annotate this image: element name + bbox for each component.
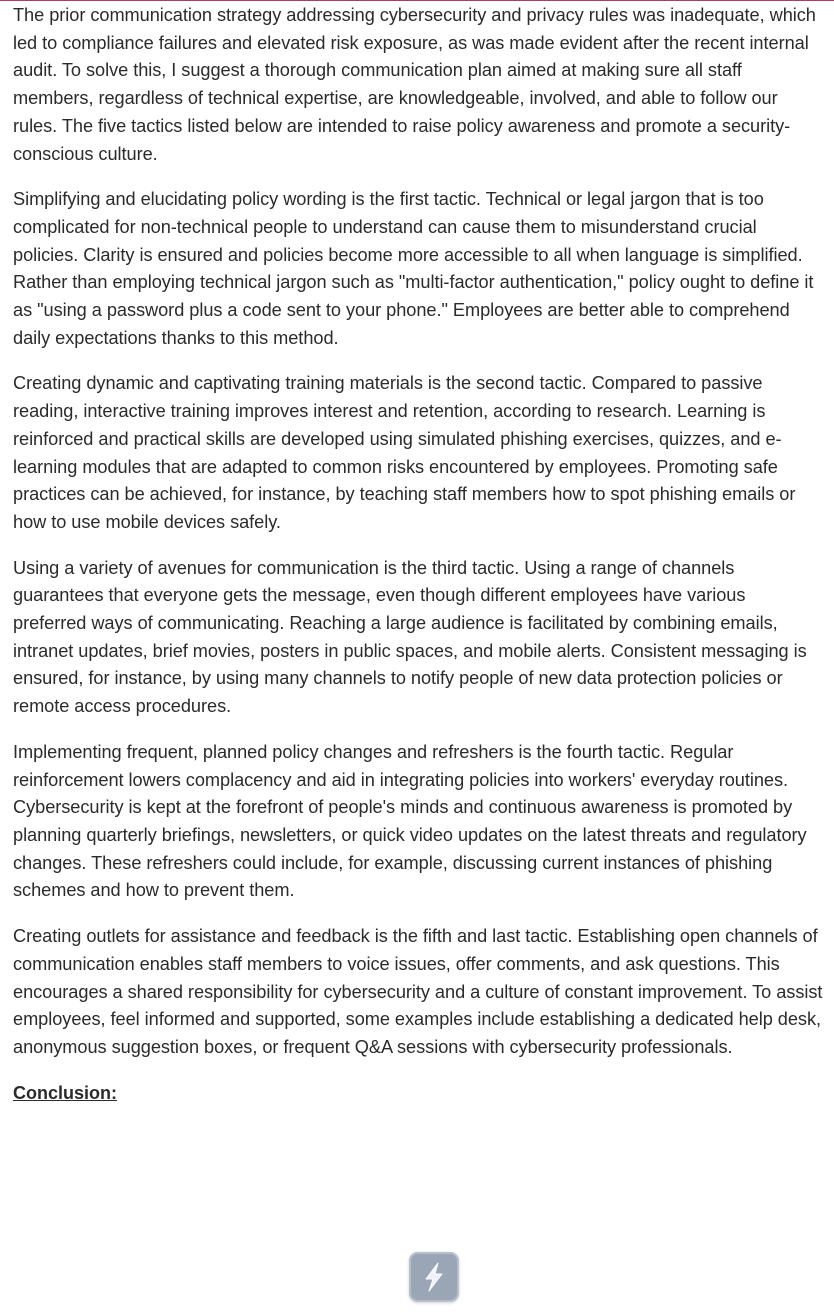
document-body xyxy=(13,2,823,1107)
paragraph-tactic-2: Creating dynamic and captivating training materials is the second tactic. Compared to passive reading, interactive training improves interest and retention, according to research. Learning is reinforced and practical skills are developed using simulated phishing exercises, quizzes, and e-learning modules that are adapted to common risks encountered by employees. Promoting safe practices can be achieved, for instance, by teaching staff members how to spot phishing emails or how to use mobile devices safely. xyxy=(13,373,796,532)
paragraph-tactic-1: Simplifying and elucidating policy wording is the first tactic. Technical or legal jargon that is too complicated for non-technical people to understand can cause them to misunderstand crucial policies. Clarity is ensured and policies become more accessible to all when language is simplified. Rather than employing technical jargon such as "multi-factor authentication," policy ought to define it as "using a password plus a code sent to your phone." Employees are better able to comprehend daily expectations thanks to this method. xyxy=(13,189,814,348)
lightning-bolt-icon xyxy=(420,1261,448,1293)
conclusion-heading: Conclusion: xyxy=(13,1082,117,1103)
floating-action-button[interactable] xyxy=(409,1252,459,1302)
paragraph-intro: The prior communication strategy addressing cybersecurity and privacy rules was inadequate, which led to compliance failures and elevated risk exposure, as was made evident after the recent internal audit. To solve this, I suggest a thorough communication plan aimed at making sure all staff members, regardless of technical expertise, are knowledgeable, involved, and able to follow our rules. The five tactics listed below are intended to raise policy awareness and promote a security-conscious culture. xyxy=(13,5,816,164)
paragraph-tactic-5: Creating outlets for assistance and feedback is the fifth and last tactic. Establishing open channels of communication enables staff members to voice issues, offer comments, and ask questions. This encourages a shared responsibility for cybersecurity and a culture of constant improvement. To assist employees, feel informed and supported, some examples include establishing a dedicated help desk, anonymous suggestion boxes, or frequent Q&A sessions with cybersecurity professionals. xyxy=(13,926,823,1057)
top-divider xyxy=(0,0,834,1)
paragraph-tactic-3: Using a variety of avenues for communication is the third tactic. Using a range of channels guarantees that everyone gets the message, even though different employees have various preferred ways of communicating. Reaching a large audience is facilitated by combining emails, intranet updates, brief movies, posters in public spaces, and mobile alerts. Consistent messaging is ensured, for instance, by using many channels to notify people of new data protection policies or remote access procedures. xyxy=(13,557,807,717)
paragraph-tactic-4: Implementing frequent, planned policy changes and refreshers is the fourth tactic. Regular reinforcement lowers complacency and aid in integrating policies into workers' everyday routines. Cybersecurity is kept at the forefront of people's minds and continuous awareness is promoted by planning quarterly briefings, newsletters, or quick video updates on the latest threats and regulatory changes. These refreshers could include, for example, discussing current instances of phishing schemes and how to prevent them. xyxy=(13,741,807,901)
